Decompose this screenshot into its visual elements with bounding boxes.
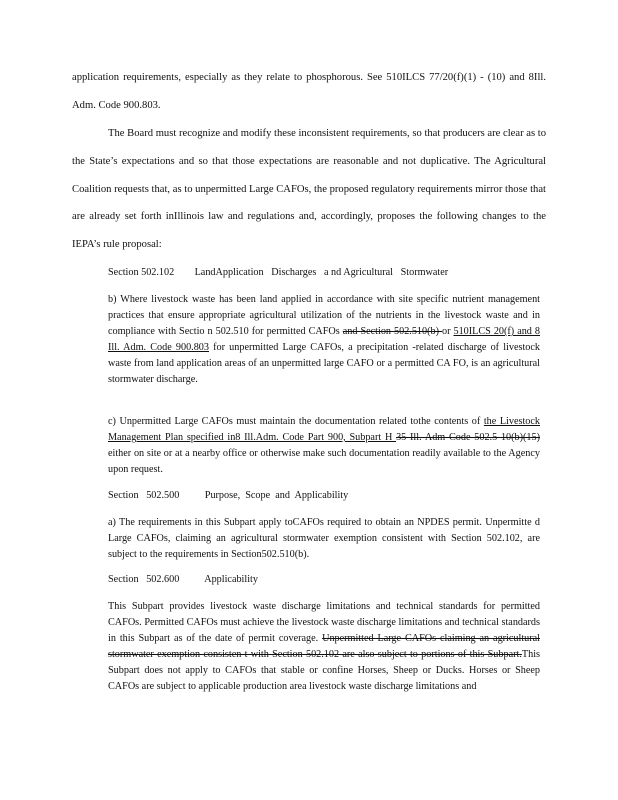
- inserted-text: 510ILCS 20(f) and 8 Ill. Adm. Code 900.803: [108, 326, 540, 353]
- section-502-600-heading: Section 502.600 Applicability: [108, 574, 258, 585]
- text-run: This Subpart provides livestock waste discharge limitations and technical standards for permitted CAFOs. Permitted CAFOs must achieve the livestock waste discharge limitations and technical standards in this Subpart as of the date of permit coverage.: [108, 601, 540, 644]
- section-502-500-subsection-a: a) The requirements in this Subpart apply toCAFOs required to obtain an NPDES permit. Unpermitte d Large CAFOs, claiming an agricultural stormwater exemption consistent with Section 502.102, are subject to the requirements in Section502.510(b).: [108, 517, 540, 560]
- section-502-500-heading: Section 502.500 Purpose, Scope and Applicability: [108, 490, 349, 501]
- section-502-600-body: [108, 599, 540, 695]
- text-run: either on site or at a nearby office or otherwise make such documentation readily available to the Agency upon request.: [108, 448, 540, 475]
- section-502-102-subsection-b: [108, 292, 540, 388]
- text-run: c) Unpermitted Large CAFOs must maintain the documentation related tothe contents of: [108, 416, 484, 427]
- paragraph-board-recognize: The Board must recognize and modify these inconsistent requirements, so that producers are clear as to the State’s expectations and so that those expectations are reasonable and not duplicative. The Agricultural Coalition requests that, as to unpermitted Large CAFOs, the proposed regulatory requirements mirror those that are already set forth inIllinois law and regulations and, accordingly, proposes the following changes to the IEPA’s rule proposal:: [72, 128, 546, 251]
- paragraph-phosphorous: application requirements, especially as they relate to phosphorous. See 510ILCS 77/20(f)(1) - (10) and 8Ill. Adm. Code 900.803.: [72, 72, 546, 111]
- text-run: b) Where livestock waste has been land applied in accordance with site specific nutrient management practices that ensure appropriate agricultural utilization of the nutrients in the livestock waste and in compliance with Sectio n 502.510 for permitted CAFOs: [108, 294, 540, 337]
- inserted-text: the Livestock Management Plan specified in8 Ill.Adm. Code Part 900, Subpart H: [108, 416, 540, 443]
- text-run: for unpermitted Large CAFOs, a precipitation -related discharge of livestock waste from land application areas of an unpermitted large CAFO or a permitted CA FO, is an agricultural stormwater discharge.: [108, 342, 540, 385]
- deleted-text: Unpermitted Large CAFOs claiming an agricultural stormwater exemption consisten t with Section 502.102 are also subject to portions of this Subpart.: [108, 633, 540, 660]
- section-502-102-heading: Section 502.102 LandApplication Discharges a nd Agricultural Stormwater: [108, 267, 449, 278]
- deleted-text: 35 Ill. Adm Code 502.5 10(b)(15): [396, 432, 540, 443]
- deleted-text: and Section 502.510(b): [342, 326, 442, 337]
- text-run: This Subpart does not apply to CAFOs that stable or confine Horses, Sheep or Ducks. Horses or Sheep CAFOs are subject to applicable production area livestock waste discharge limitations and: [108, 649, 540, 692]
- text-run: or: [442, 326, 454, 337]
- section-502-102-subsection-c: [108, 414, 540, 478]
